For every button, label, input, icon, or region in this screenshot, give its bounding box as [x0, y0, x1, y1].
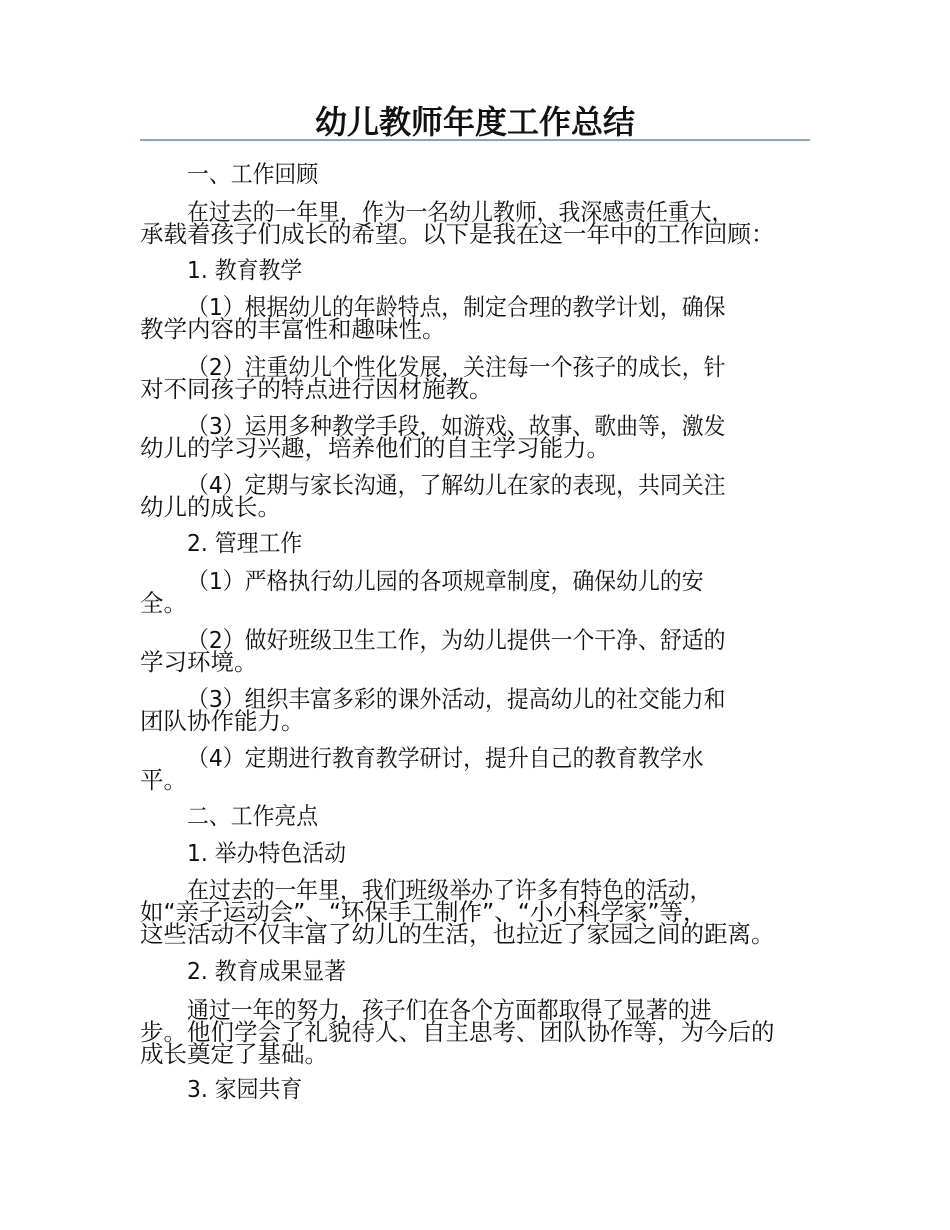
subsection-heading: 1. 举办特色活动: [187, 839, 346, 867]
list-item-line: 平。: [140, 766, 187, 794]
list-item-line: 对不同孩子的特点进行因材施教。: [140, 375, 493, 403]
paragraph-line: 成长奠定了基础。: [140, 1040, 328, 1068]
paragraph-line: 这些活动不仅丰富了幼儿的生活，也拉近了家园之间的距离。: [140, 920, 775, 948]
subsection-heading: 2. 教育成果显著: [187, 957, 346, 985]
paragraph-line: 在过去的一年里，作为一名幼儿教师，我深感责任重大，: [187, 198, 734, 226]
paragraph-line: 如“亲子运动会”、“环保手工制作”、“小小科学家”等，: [140, 898, 707, 926]
list-item-line: （1）根据幼儿的年龄特点，制定合理的教学计划，确保: [187, 293, 726, 321]
list-item-line: 幼儿的成长。: [140, 493, 281, 521]
paragraph-line: 通过一年的努力，孩子们在各个方面都取得了显著的进: [187, 996, 712, 1024]
section-heading: 二、工作亮点: [187, 802, 319, 830]
subsection-heading: 2. 管理工作: [187, 529, 303, 557]
list-item-line: （2）做好班级卫生工作，为幼儿提供一个干净、舒适的: [187, 626, 726, 654]
paragraph-line: 承载着孩子们成长的希望。以下是我在这一年中的工作回顾：: [140, 220, 775, 248]
list-item-line: （4）定期与家长沟通，了解幼儿在家的表现，共同关注: [187, 471, 726, 499]
list-item-line: （1）严格执行幼儿园的各项规章制度，确保幼儿的安: [187, 567, 704, 595]
list-item-line: 幼儿的学习兴趣，培养他们的自主学习能力。: [140, 434, 610, 462]
subsection-heading: 3. 家园共育: [187, 1075, 303, 1103]
paragraph-line: 在过去的一年里，我们班级举办了许多有特色的活动，: [187, 876, 712, 904]
list-item-line: （3）运用多种教学手段，如游戏、故事、歌曲等，激发: [187, 412, 726, 440]
list-item-line: （3）组织丰富多彩的课外活动，提高幼儿的社交能力和: [187, 685, 726, 713]
list-item-line: （4）定期进行教育教学研讨，提升自己的教育教学水: [187, 744, 704, 772]
document-title: 幼儿教师年度工作总结: [314, 103, 635, 141]
title-underline: [140, 139, 810, 141]
section-heading: 一、工作回顾: [187, 160, 319, 188]
list-item-line: 团队协作能力。: [140, 707, 305, 735]
list-item-line: 学习环境。: [140, 648, 258, 676]
list-item-line: （2）注重幼儿个性化发展，关注每一个孩子的成长，针: [187, 353, 726, 381]
paragraph-line: 步。他们学会了礼貌待人、自主思考、团队协作等，为今后的: [140, 1018, 775, 1046]
subsection-heading: 1. 教育教学: [187, 256, 303, 284]
list-item-line: 教学内容的丰富性和趣味性。: [140, 315, 446, 343]
list-item-line: 全。: [140, 589, 187, 617]
